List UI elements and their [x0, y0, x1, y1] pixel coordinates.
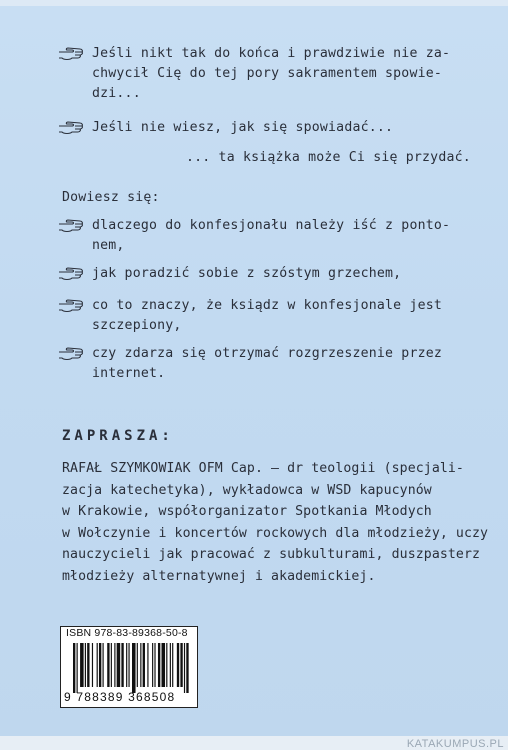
- learn-1-line-1: dlaczego do konfesjonału należy iść z ponto-: [92, 218, 451, 233]
- watermark: KATAKUMPUS.PL: [406, 738, 504, 750]
- invite-heading: ZAPRASZA:: [62, 428, 174, 444]
- learn-1-line-2: nem,: [92, 238, 125, 253]
- intro-2-line-1: Jeśli nie wiesz, jak się spowiadać...: [92, 120, 394, 135]
- bio-line-3: w Krakowie, współorganizator Spotkania Młodych: [62, 504, 432, 519]
- barcode-icon: [73, 643, 191, 693]
- learn-3-line-1: co to znaczy, że ksiądz w konfesjonale jest: [92, 298, 443, 313]
- bio-line-1: RAFAŁ SZYMKOWIAK OFM Cap. – dr teologii (specjali-: [62, 461, 464, 476]
- author-bio: [62, 458, 489, 587]
- bio-line-5: nauczycieli jak pracować z subkulturami, duszpasterz: [62, 547, 481, 562]
- pointing-hand-icon: [58, 121, 84, 135]
- intro-1-line-1: Jeśli nikt tak do końca i prawdziwie nie za-: [92, 46, 451, 61]
- learn-item-3: [58, 296, 442, 336]
- learn-4-line-1: czy zdarza się otrzymać rozgrzeszenie przez: [92, 346, 443, 361]
- cover-top-edge: [0, 0, 508, 6]
- intro-bullet-1: [58, 44, 450, 104]
- intro-tail: ... ta książka może Ci się przydać.: [186, 150, 471, 165]
- learn-2-line-1: jak poradzić sobie z szóstym grzechem,: [92, 266, 402, 281]
- ean-digits: 9 788389 368508: [64, 690, 176, 704]
- learn-item-2: [58, 264, 401, 284]
- pointing-hand-icon: [58, 267, 84, 281]
- intro-1-line-3: dzi...: [92, 86, 141, 101]
- pointing-hand-icon: [58, 299, 84, 313]
- learn-4-line-2: internet.: [92, 366, 166, 381]
- bio-line-6: młodzieży alternatywnej i akademickiej.: [62, 568, 376, 584]
- pointing-hand-icon: [58, 219, 84, 233]
- pointing-hand-icon: [58, 347, 84, 361]
- bio-line-2: zacja katechetyka), wykładowca w WSD kapucynów: [62, 482, 432, 498]
- intro-bullet-2: [58, 118, 393, 138]
- pointing-hand-icon: [58, 47, 84, 61]
- isbn-label: ISBN 978-83-89368-50-8: [66, 627, 188, 639]
- learn-item-1: [58, 216, 450, 256]
- learn-3-line-2: szczepiony,: [92, 318, 182, 333]
- intro-1-line-2: chwycił Cię do tej pory sakramentem spowie-: [92, 66, 443, 81]
- bio-line-4: w Wołczynie i koncertów rockowych dla młodzieży, uczy: [62, 525, 489, 541]
- learn-item-4: [58, 344, 442, 384]
- learn-heading: Dowiesz się:: [62, 190, 160, 205]
